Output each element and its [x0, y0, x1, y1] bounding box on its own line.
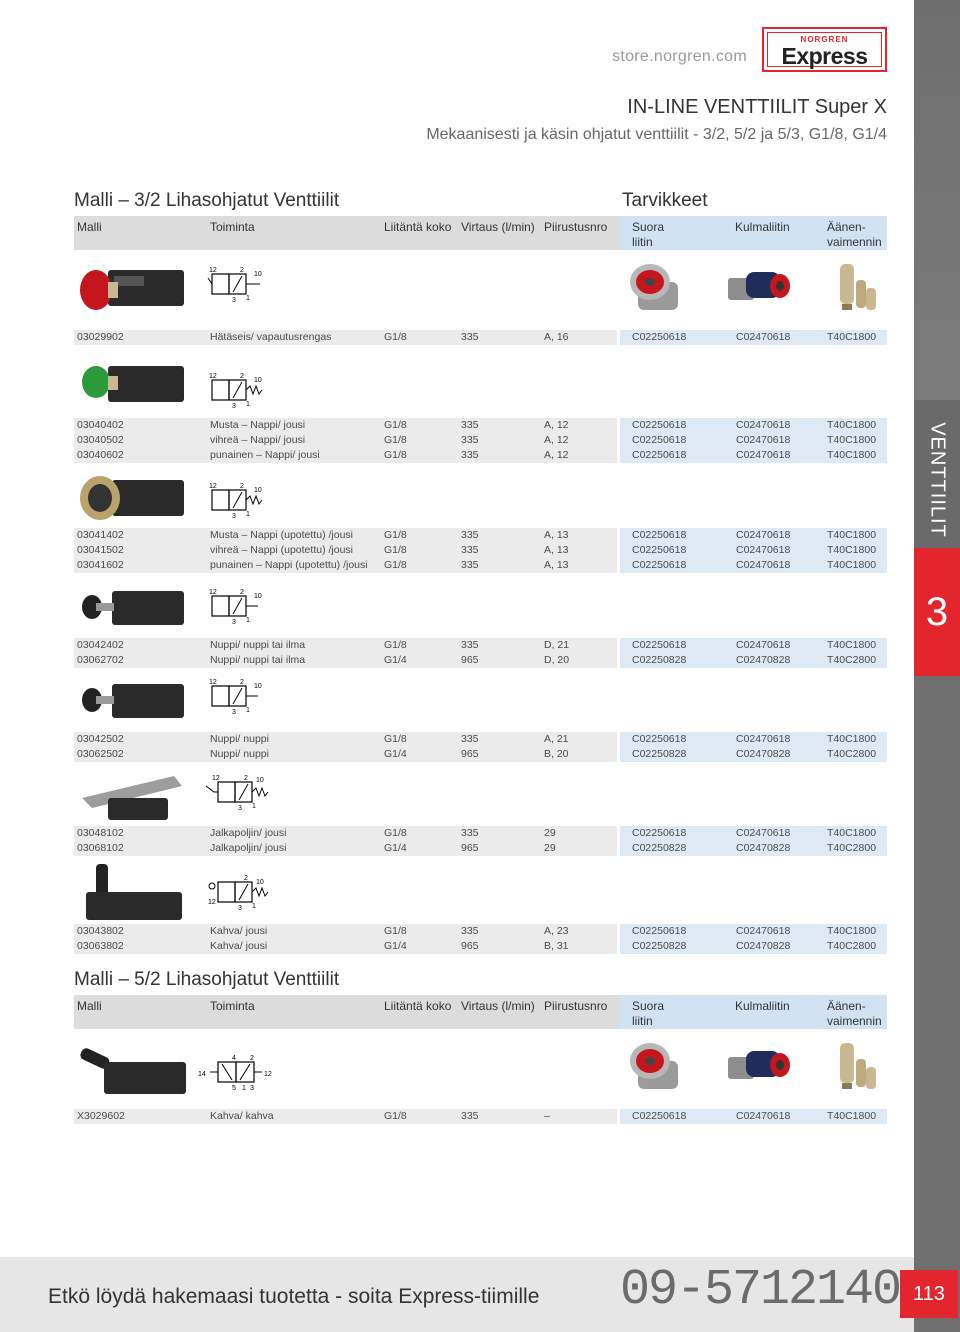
- page-subtitle: Mekaanisesti ja käsin ohjatut venttiilit - 3/2, 5/2 ja 5/3, G1/8, G1/4: [426, 126, 887, 143]
- port-label: 10: [256, 879, 264, 886]
- cell-model[interactable]: 03062502: [77, 748, 124, 760]
- cell-function: Nuppi/ nuppi: [210, 748, 269, 760]
- recessed-button-valve-image: [78, 472, 188, 524]
- port-label: 2: [240, 267, 244, 274]
- row-bg: [74, 826, 617, 841]
- table-row: [74, 826, 887, 841]
- cell-silencer[interactable]: T40C1800: [827, 559, 877, 571]
- cell-silencer[interactable]: T40C1800: [827, 1110, 877, 1122]
- cell-port: G1/8: [384, 529, 407, 541]
- port-label: 10: [256, 777, 264, 784]
- cell-model[interactable]: 03041402: [77, 529, 124, 541]
- cell-elbow-fitting[interactable]: C02470828: [736, 940, 791, 952]
- col-straight-fitting: Suora liitin: [632, 999, 665, 1028]
- port-label: 1: [246, 617, 250, 624]
- cell-function: Nuppi/ nuppi tai ilma: [210, 639, 306, 651]
- row-bg: [74, 418, 617, 433]
- valve-symbol-32: [200, 480, 280, 522]
- cell-elbow-fitting[interactable]: C02470828: [736, 654, 791, 666]
- cell-port: G1/8: [384, 827, 407, 839]
- cell-flow: 335: [461, 529, 479, 541]
- port-label: 12: [209, 679, 217, 686]
- port-label: 14: [198, 1071, 206, 1078]
- cell-elbow-fitting[interactable]: C02470618: [736, 925, 791, 937]
- cell-model[interactable]: 03043802: [77, 925, 124, 937]
- cell-model[interactable]: 03040602: [77, 449, 124, 461]
- accessories-header-32: [620, 216, 887, 250]
- cell-flow: 335: [461, 733, 479, 745]
- cell-port: G1/8: [384, 559, 407, 571]
- col-elbow-fitting: Kulmaliitin: [735, 999, 790, 1013]
- cell-function: Jalkapoljin/ jousi: [210, 842, 287, 854]
- page-number: 113: [900, 1270, 958, 1318]
- cell-silencer[interactable]: T40C1800: [827, 434, 877, 446]
- cell-model[interactable]: 03042502: [77, 733, 124, 745]
- cell-drawing: 29: [544, 842, 556, 854]
- port-label: 2: [240, 373, 244, 380]
- row-bg: [74, 433, 617, 448]
- valve-symbol-32: [200, 874, 280, 916]
- valve-symbol-32: [200, 676, 280, 718]
- col-silencer: Äänen-vaimennin: [827, 220, 882, 249]
- cell-port: G1/4: [384, 748, 407, 760]
- cell-silencer[interactable]: T40C1800: [827, 639, 877, 651]
- row-bg: [74, 448, 617, 463]
- cell-flow: 335: [461, 434, 479, 446]
- port-label: 2: [240, 589, 244, 596]
- cell-port: G1/4: [384, 654, 407, 666]
- cell-silencer[interactable]: T40C1800: [827, 544, 877, 556]
- cell-port: G1/8: [384, 434, 407, 446]
- row-bg: [74, 841, 617, 856]
- cell-function: Hätäseis/ vapautusrengas: [210, 331, 332, 343]
- cell-model[interactable]: 03042402: [77, 639, 124, 651]
- port-label: 1: [252, 803, 256, 810]
- cell-silencer[interactable]: T40C2800: [827, 842, 877, 854]
- valve-symbol-32: [200, 264, 280, 306]
- col-flow: Virtaus (l/min): [461, 999, 535, 1013]
- port-label: 10: [254, 377, 262, 384]
- lever-lever-valve-image: [78, 1046, 188, 1098]
- col-drawing: Piirustusnro: [544, 999, 608, 1013]
- cell-port: G1/8: [384, 544, 407, 556]
- cell-model[interactable]: 03063802: [77, 940, 124, 952]
- cell-drawing: A, 13: [544, 529, 569, 541]
- push-button-valve-image: [78, 360, 188, 410]
- cell-straight-fitting[interactable]: C02250828: [632, 748, 687, 760]
- port-label: 3: [232, 619, 236, 626]
- chapter-tab[interactable]: 3: [914, 548, 960, 676]
- footer-phone[interactable]: 09-5712140: [620, 1262, 901, 1319]
- cell-drawing: D, 21: [544, 639, 570, 651]
- cell-straight-fitting[interactable]: C02250618: [632, 449, 687, 461]
- cell-straight-fitting[interactable]: C02250828: [632, 940, 687, 952]
- cell-function: Jalkapoljin/ jousi: [210, 827, 287, 839]
- norgren-express-logo[interactable]: [762, 27, 887, 72]
- port-label: 3: [232, 297, 236, 304]
- cell-drawing: A, 13: [544, 559, 569, 571]
- silencer-image: [834, 260, 884, 316]
- port-label: 2: [240, 483, 244, 490]
- row-bg: [74, 732, 617, 747]
- cell-straight-fitting[interactable]: C02250828: [632, 842, 687, 854]
- cell-flow: 965: [461, 940, 479, 952]
- cell-function: Kahva/ jousi: [210, 925, 268, 937]
- cell-elbow-fitting[interactable]: C02470618: [736, 331, 791, 343]
- cell-port: G1/8: [384, 1110, 407, 1122]
- cell-silencer[interactable]: T40C2800: [827, 940, 877, 952]
- table-row: [74, 924, 887, 939]
- cell-model[interactable]: 03040402: [77, 419, 124, 431]
- cell-silencer[interactable]: T40C1800: [827, 733, 877, 745]
- cell-function: Musta – Nappi (upotettu) /jousi: [210, 529, 353, 541]
- port-label: 2: [240, 679, 244, 686]
- cell-flow: 965: [461, 654, 479, 666]
- cell-silencer[interactable]: T40C2800: [827, 748, 877, 760]
- table-row: [74, 528, 887, 543]
- cell-drawing: A, 12: [544, 449, 569, 461]
- cell-silencer[interactable]: T40C1800: [827, 925, 877, 937]
- cell-flow: 965: [461, 748, 479, 760]
- cell-model[interactable]: 03048102: [77, 827, 124, 839]
- cell-port: G1/8: [384, 733, 407, 745]
- cell-drawing: A, 21: [544, 733, 569, 745]
- cell-function: Nuppi/ nuppi tai ilma: [210, 654, 306, 666]
- cell-drawing: B, 20: [544, 748, 569, 760]
- col-function: Toiminta: [210, 220, 255, 234]
- cell-silencer[interactable]: T40C1800: [827, 529, 877, 541]
- cell-straight-fitting[interactable]: C02250828: [632, 654, 687, 666]
- cell-flow: 335: [461, 1110, 479, 1122]
- cell-drawing: D, 20: [544, 654, 570, 666]
- col-port-size: Liitäntä koko: [384, 999, 452, 1013]
- cell-drawing: A, 12: [544, 419, 569, 431]
- cell-elbow-fitting[interactable]: C02470618: [736, 449, 791, 461]
- page-title: IN-LINE VENTTIILIT Super X: [627, 96, 887, 118]
- port-label: 10: [254, 271, 262, 278]
- table-row: [74, 330, 887, 345]
- table-row: [74, 653, 887, 668]
- table-row: [74, 433, 887, 448]
- cell-elbow-fitting[interactable]: C02470618: [736, 733, 791, 745]
- port-label: 12: [209, 267, 217, 274]
- straight-fitting-image: [624, 1037, 688, 1097]
- cell-function: Kahva/ jousi: [210, 940, 268, 952]
- port-label: 1: [252, 903, 256, 910]
- cell-function: vihreä – Nappi/ jousi: [210, 434, 306, 446]
- valve-symbol-32: [200, 370, 280, 412]
- cell-straight-fitting[interactable]: C02250618: [632, 419, 687, 431]
- table-row: [74, 1109, 887, 1124]
- port-label: 1: [246, 295, 250, 302]
- cell-straight-fitting[interactable]: C02250618: [632, 529, 687, 541]
- table-row: [74, 448, 887, 463]
- section-title-32: Malli – 3/2 Lihasohjatut Venttiilit: [74, 190, 340, 211]
- cell-elbow-fitting[interactable]: C02470618: [736, 419, 791, 431]
- port-label: 3: [238, 805, 242, 812]
- cell-flow: 335: [461, 544, 479, 556]
- accessories-header-52: [620, 995, 887, 1029]
- table-row: [74, 732, 887, 747]
- logo-name: Express: [781, 43, 868, 69]
- cell-straight-fitting[interactable]: C02250618: [632, 559, 687, 571]
- cell-elbow-fitting[interactable]: C02470618: [736, 559, 791, 571]
- accessories-title: Tarvikkeet: [622, 190, 708, 211]
- cell-straight-fitting[interactable]: C02250618: [632, 544, 687, 556]
- port-label: 3: [238, 905, 242, 912]
- valve-symbol-32: [200, 586, 280, 628]
- port-label: 3: [232, 403, 236, 410]
- port-label: 12: [209, 483, 217, 490]
- cell-silencer[interactable]: T40C2800: [827, 654, 877, 666]
- cell-port: G1/8: [384, 925, 407, 937]
- table-row: [74, 939, 887, 954]
- port-label: 12: [208, 899, 216, 906]
- cell-elbow-fitting[interactable]: C02470618: [736, 544, 791, 556]
- port-label: 3: [232, 709, 236, 716]
- row-bg: [74, 747, 617, 762]
- cell-model[interactable]: 03062702: [77, 654, 124, 666]
- cell-flow: 335: [461, 925, 479, 937]
- port-label: 1: [246, 511, 250, 518]
- row-bg: [74, 330, 617, 345]
- cell-function: punainen – Nappi (upotettu) /jousi: [210, 559, 368, 571]
- col-model: Malli: [77, 220, 102, 234]
- col-flow: Virtaus (l/min): [461, 220, 535, 234]
- side-rail-label: VENTTIILIT: [926, 422, 949, 538]
- knob-knob-valve-image: [78, 676, 188, 726]
- port-label: 12: [264, 1071, 272, 1078]
- cell-model[interactable]: X3029602: [77, 1110, 125, 1122]
- knob-valve-image: [78, 583, 188, 633]
- cell-silencer[interactable]: T40C1800: [827, 449, 877, 461]
- elbow-fitting-image: [724, 1041, 794, 1091]
- port-label: 2: [250, 1055, 254, 1062]
- cell-function: vihreä – Nappi (upotettu) /jousi: [210, 544, 353, 556]
- col-silencer: Äänen-vaimennin: [827, 999, 882, 1028]
- row-bg: [74, 924, 617, 939]
- port-label: 5: [232, 1085, 236, 1092]
- port-label: 4: [232, 1055, 236, 1062]
- cell-flow: 335: [461, 331, 479, 343]
- col-straight-fitting: Suora liitin: [632, 220, 665, 249]
- port-label: 12: [209, 589, 217, 596]
- port-label: 3: [232, 513, 236, 520]
- cell-port: G1/8: [384, 331, 407, 343]
- cell-port: G1/4: [384, 842, 407, 854]
- side-rail-top: [914, 0, 960, 430]
- col-elbow-fitting: Kulmaliitin: [735, 220, 790, 234]
- col-drawing: Piirustusnro: [544, 220, 608, 234]
- elbow-fitting-image: [724, 262, 794, 312]
- table-row: [74, 543, 887, 558]
- cell-silencer[interactable]: T40C1800: [827, 827, 877, 839]
- cell-straight-fitting[interactable]: C02250618: [632, 733, 687, 745]
- port-label: 12: [212, 775, 220, 782]
- col-function: Toiminta: [210, 999, 255, 1013]
- port-label: 2: [244, 775, 248, 782]
- store-link[interactable]: store.norgren.com: [612, 48, 747, 65]
- cell-function: Kahva/ kahva: [210, 1110, 274, 1122]
- cell-function: Musta – Nappi/ jousi: [210, 419, 306, 431]
- cell-flow: 335: [461, 639, 479, 651]
- port-label: 3: [250, 1085, 254, 1092]
- cell-flow: 965: [461, 842, 479, 854]
- foot-pedal-valve-image: [78, 768, 188, 824]
- table-row: [74, 747, 887, 762]
- cell-flow: 335: [461, 827, 479, 839]
- port-label: 10: [254, 593, 262, 600]
- straight-fitting-image: [624, 258, 688, 318]
- cell-drawing: 29: [544, 827, 556, 839]
- port-label: 1: [246, 707, 250, 714]
- cell-straight-fitting[interactable]: C02250618: [632, 639, 687, 651]
- port-label: 2: [244, 875, 248, 882]
- cell-drawing: A, 13: [544, 544, 569, 556]
- row-bg: [74, 653, 617, 668]
- footer-cta: Etkö löydä hakemaasi tuotetta - soita Express-tiimille: [48, 1285, 540, 1308]
- cell-straight-fitting[interactable]: C02250618: [632, 1110, 687, 1122]
- col-port-size: Liitäntä koko: [384, 220, 452, 234]
- table-row: [74, 841, 887, 856]
- cell-port: G1/8: [384, 639, 407, 651]
- cell-elbow-fitting[interactable]: C02470618: [736, 1110, 791, 1122]
- row-bg: [74, 939, 617, 954]
- cell-straight-fitting[interactable]: C02250618: [632, 331, 687, 343]
- cell-port: G1/8: [384, 449, 407, 461]
- port-label: 10: [254, 683, 262, 690]
- cell-elbow-fitting[interactable]: C02470618: [736, 434, 791, 446]
- cell-silencer[interactable]: T40C1800: [827, 331, 877, 343]
- table-row: [74, 418, 887, 433]
- port-label: 1: [242, 1085, 246, 1092]
- row-bg: [74, 638, 617, 653]
- cell-model[interactable]: 03040502: [77, 434, 124, 446]
- cell-elbow-fitting[interactable]: C02470828: [736, 748, 791, 760]
- cell-port: G1/4: [384, 940, 407, 952]
- cell-model[interactable]: 03029902: [77, 331, 124, 343]
- cell-drawing: A, 23: [544, 925, 569, 937]
- cell-flow: 335: [461, 559, 479, 571]
- section-title-52: Malli – 5/2 Lihasohjatut Venttiilit: [74, 969, 340, 990]
- cell-flow: 335: [461, 419, 479, 431]
- cell-straight-fitting[interactable]: C02250618: [632, 925, 687, 937]
- cell-model[interactable]: 03068102: [77, 842, 124, 854]
- port-label: 1: [246, 401, 250, 408]
- cell-straight-fitting[interactable]: C02250618: [632, 434, 687, 446]
- cell-port: G1/8: [384, 419, 407, 431]
- lever-valve-image: [78, 862, 188, 924]
- col-model: Malli: [77, 999, 102, 1013]
- cell-function: punainen – Nappi/ jousi: [210, 449, 320, 461]
- cell-function: Nuppi/ nuppi: [210, 733, 269, 745]
- cell-model[interactable]: 03041502: [77, 544, 124, 556]
- valve-symbol-32: [200, 772, 280, 814]
- table-row: [74, 558, 887, 573]
- cell-drawing: B, 31: [544, 940, 569, 952]
- cell-elbow-fitting[interactable]: C02470618: [736, 529, 791, 541]
- port-label: 10: [254, 487, 262, 494]
- cell-drawing: A, 16: [544, 331, 569, 343]
- cell-drawing: –: [544, 1110, 550, 1122]
- valve-symbol-52: [196, 1052, 280, 1094]
- cell-drawing: A, 12: [544, 434, 569, 446]
- emergency-stop-valve-image: [78, 262, 188, 314]
- cell-flow: 335: [461, 449, 479, 461]
- cell-elbow-fitting[interactable]: C02470828: [736, 842, 791, 854]
- cell-model[interactable]: 03041602: [77, 559, 124, 571]
- logo-brand: NORGREN: [800, 35, 849, 44]
- cell-straight-fitting[interactable]: C02250618: [632, 827, 687, 839]
- silencer-image: [834, 1039, 884, 1095]
- cell-elbow-fitting[interactable]: C02470618: [736, 827, 791, 839]
- cell-elbow-fitting[interactable]: C02470618: [736, 639, 791, 651]
- table-row: [74, 638, 887, 653]
- port-label: 12: [209, 373, 217, 380]
- cell-silencer[interactable]: T40C1800: [827, 419, 877, 431]
- row-bg: [74, 1109, 617, 1124]
